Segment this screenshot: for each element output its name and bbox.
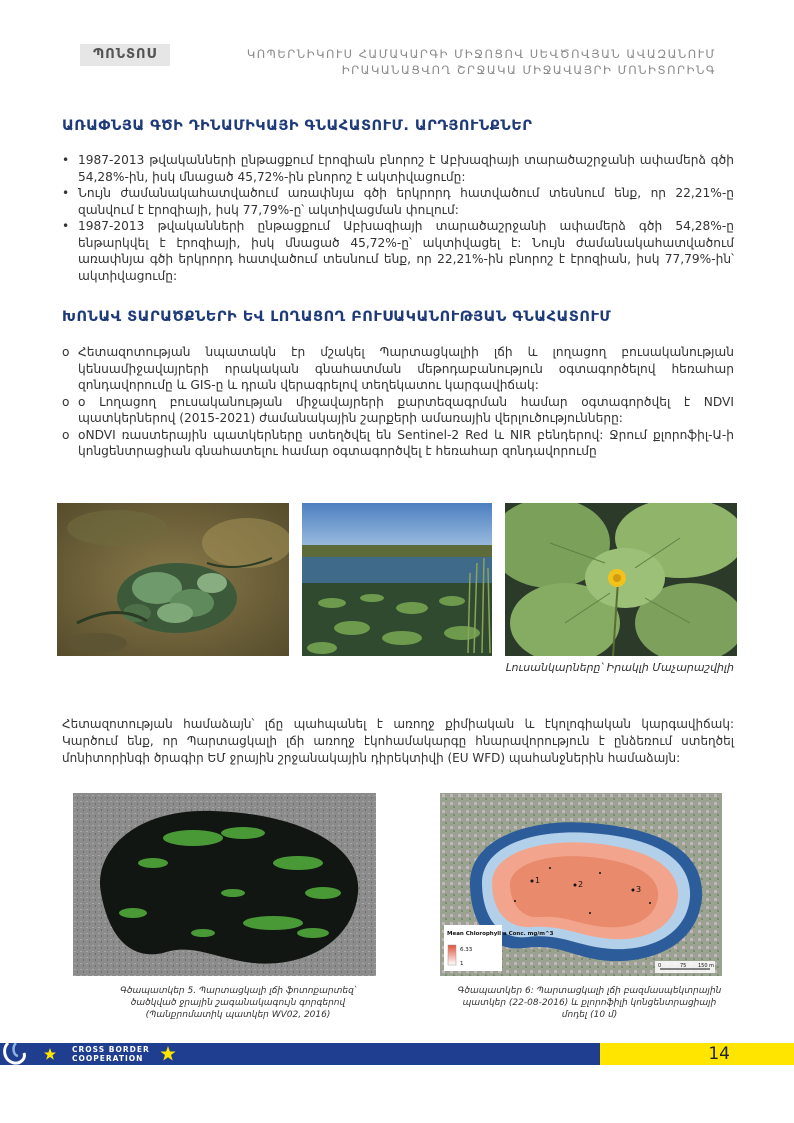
list-item: o o Լողացող բուսականության միջավայրերի քարտեզագրման համար օգտագործվել է NDVI պատկերներով (2015-2021) ժամանակային շարքերի ամառային վերլուծությունները:	[62, 394, 734, 425]
eu-star-icon	[160, 1046, 176, 1062]
list-item: • 1987-2013 թվականների ընթացքում Աբխազիայի տարածաշրջանի ափամերձ գծի 54,28%-ը ենթարկվել է էրոզիայի, իսկ մնացած 45,72%-ը՝ ակտիվացել է: Նույն ժամանակահատվածում առափնյա գծի երկրորդ հատվածում տեսնում ենք, որ 22,21%-ին բնորոշ է էրոզիան, իսկ 77,79%-ին՝ ակտիվացումը:	[62, 219, 734, 283]
figure6-caption: Գծապատկեր 6: Պարտացկալի լճի բազմասպեկտրային պատկեր (22-08-2016) և քլորոֆիլի կոնցենտրացիայի մոդել (10 մ)	[457, 986, 722, 1020]
sample-point-label: 3	[636, 885, 642, 894]
sample-point-label: 2	[578, 880, 584, 889]
list-item: o oNDVI ռաստերային պատկերները ստեղծվել են Sentinel-2 Red և NIR բենդերով: Ջրում քլորոֆիլ-Ա-ի կոնցենտրացիան գնահատելու համար օգտագործվել է հեռահար զոնդավորումը	[62, 427, 734, 458]
figure5-photomap	[73, 793, 376, 976]
list-item: • Նույն ժամանակահատվածում առափնյա գծի երկրորդ հատվածում տեսնում ենք, որ 22,21%-ը զանվում է էրոզիայի, իսկ 77,79%-ը՝ ակտիվացման փուլում:	[62, 186, 734, 217]
bullet-marker: •	[62, 219, 70, 233]
figure6-chlorophyll-map	[440, 793, 722, 976]
document-title	[246, 46, 716, 78]
legend-title: Mean Chlorophyll a Conc. mg/m^3	[447, 931, 554, 937]
page-number-bar	[600, 1043, 794, 1065]
document-title-line1: ԿՈՊԵՐՆԻԿՈՒՍ ՀԱՄԱԿԱՐԳԻ ՄԻՋՈՑՈՎ ՍԵՎԾՈՎՅԱՆ ԱՎԱԶԱՆՈՒՄ	[246, 47, 716, 61]
bullet-marker: •	[62, 186, 70, 200]
section2-bullet-list	[62, 344, 734, 460]
sample-point-label: 1	[535, 876, 541, 885]
photo-credit: Լուսանկարները՝ Իրակլի Մաչարաշվիլի	[505, 661, 734, 674]
page-number: 14	[708, 1044, 730, 1064]
section1-heading: ԱՌԱՓՆՅԱ ԳԾԻ ԴԻՆԱՄԻԿԱՅԻ ԳՆԱՀԱՏՈՒՄ. ԱՐԴՅՈՒՆՔՆԵՐ	[62, 118, 533, 134]
legend-max: 6.33	[460, 947, 473, 953]
program-logo-icon	[0, 1043, 70, 1065]
legend-min: 1	[460, 961, 464, 967]
photo-floating-vegetation	[57, 503, 289, 656]
bullet-marker: o	[62, 427, 70, 442]
scale-label: 75	[680, 963, 687, 969]
section2-heading: ԽՈՆԱՎ ՏԱՐԱԾՔՆԵՐԻ ԵՎ ԼՈՂԱՑՈՂ ԲՈՒՍԱԿԱՆՈՒԹՅԱՆ ԳՆԱՀԱՏՈՒՄ	[62, 309, 612, 325]
list-item: o Հետազոտության նպատակն էր մշակել Պարտացկալիի լճի և լողացող բուսականության կենսամիջավայրերի որակական գնահատման մեթոդաբանություն օգտագործելով հեռահար զոնդավորումը և GIS-ը և դրան վերագրելով տեղեկատու կարգավիճակ:	[62, 345, 734, 392]
conclusion-paragraph: Հետազոտության համաձայն՝ լճը պահպանել է առողջ քիմիական և էկոլոգիական կարգավիճակ: Կարծում ենք, որ Պարտացկալի լճի առողջ էկոհամակարգը հնարավորություն է ընձեռում ստեղծել մոնիտորինգի ծրագիր ԵՄ ջրային շրջանակային դիրեկտիվի (EU WFD) պահանջներին համաձայն:	[62, 717, 734, 765]
header-tab: ՊՈՆՏՈՍ	[80, 44, 170, 66]
document-title-line2: ԻՐԱԿԱՆԱՑՎՈՂ ՇՐՋԱԿԱ ՄԻՋԱՎԱՅՐԻ ՄՈՆԻՏՈՐԻՆԳ	[341, 63, 716, 77]
bullet-marker: •	[62, 153, 70, 167]
bullet-marker: o	[62, 394, 70, 409]
list-item: • 1987-2013 թվականների ընթացքում էրոզիան բնորոշ է Աբխազիայի տարածաշրջանի ափամերձ գծի 54,28%-ին, իսկ մնացած 45,72%-ին բնորոշ է ակտիվացումը:	[62, 153, 734, 184]
bullet-marker: o	[62, 345, 70, 359]
scale-label: 150 m	[698, 963, 715, 969]
photo-lake-landscape	[302, 503, 492, 656]
program-name: CROSS BORDER COOPERATION	[72, 1045, 150, 1063]
section1-bullet-list	[62, 152, 734, 284]
scale-label: 0	[658, 963, 662, 969]
photo-yellow-water-lily	[505, 503, 737, 656]
figure5-caption: Գծապատկեր 5. Պարտացկալի լճի ֆոտոքարտեզ՝ ծածկված ջրային շագանակագույն գորգերով (Պանքրոմատիկ պատկեր WV02, 2016)	[120, 986, 356, 1020]
footer-program-bar	[0, 1043, 600, 1065]
